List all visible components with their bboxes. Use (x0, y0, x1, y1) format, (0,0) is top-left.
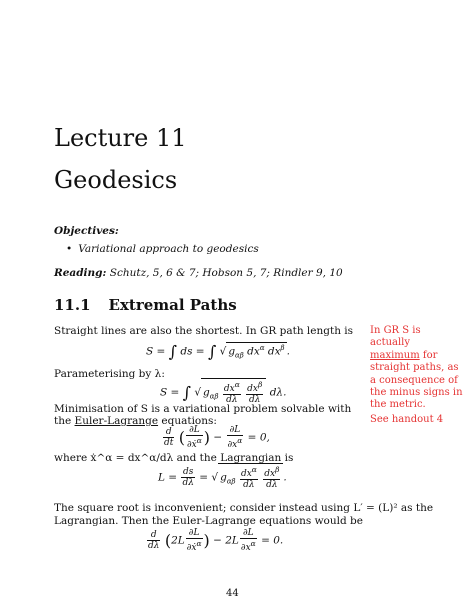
margin-note-line: the minus signs in (370, 387, 463, 399)
equation-lagrangian: L = $\frac{ds}{d\lambda}$ = √ $g_{\alpha\beta}$ $\frac{dx^\alpha}{d\lambda}$ $\frac{dx^\beta}{d\lambda}$ . (158, 465, 287, 490)
equation-parameterised: S = ∫ √ $g_{\alpha\beta}$ $\frac{dx^\alpha}{d\lambda}$ $\frac{dx^\beta}{d\lambda}$ dλ. (160, 380, 287, 405)
margin-note-line: In GR S is (370, 325, 421, 336)
section-title: Extremal Paths (108, 296, 237, 314)
margin-note-line: the metric. (370, 399, 426, 411)
paragraph-1: Straight lines are also the shortest. In GR path length is (54, 325, 354, 337)
section-number: 11.1 (54, 296, 91, 314)
page-number: 44 (226, 588, 239, 599)
objectives-heading: Objectives: (54, 225, 119, 237)
objective-item (66, 243, 259, 255)
section-heading (54, 296, 237, 314)
bullet-icon: • (66, 243, 73, 255)
reading-label: Reading: (54, 267, 107, 279)
margin-note-line: maximum for (370, 349, 438, 361)
equation-squared-lagrangian: $\frac{d}{d\lambda}$ (2L $\frac{\partial L}{\partial ẋ^\alpha}$ ) − 2L $\frac{\partial L}{\partial x^\alpha}$ = 0. (148, 528, 284, 553)
chapter-title: Geodesics (54, 166, 178, 194)
equation-path-length: S = ∫ ds = ∫ √ $g_{\alpha\beta}$ $dx^\alpha$ $dx^\beta$ . (146, 342, 290, 361)
paragraph-3 (54, 403, 364, 427)
paragraph-5-line-1: The square root is inconvenient; consider instead using L′ = (L)² as the (54, 502, 434, 514)
paragraph-3-end: equations: (161, 415, 217, 427)
paragraph-2: Parameterising by λ: (54, 368, 165, 380)
margin-note-line: a consequence of (370, 374, 458, 386)
reading-text: Schutz, 5, 6 & 7; Hobson 5, 7; Rindler 9, 10 (109, 267, 343, 279)
paragraph-5-line-2: Lagrangian. Then the Euler-Lagrange equations would be (54, 515, 363, 527)
margin-note-maximum (370, 325, 470, 412)
paragraph-4: where ẋ^α = dx^α/dλ and the Lagrangian is (54, 452, 294, 464)
margin-note-line: straight paths, as (370, 362, 459, 374)
margin-note-line: actually (370, 337, 411, 349)
maximum-link: maximum (370, 349, 420, 361)
paragraph-3-start: Minimisation of S is a variational problem solvable with the (54, 403, 352, 427)
margin-note-handout: See handout 4 (370, 414, 444, 425)
objective-text: Variational approach to geodesics (78, 243, 259, 255)
equation-euler-lagrange: $\frac{d}{dt}$ ( $\frac{\partial L}{\partial ẋ^\alpha}$ ) − $\frac{\partial L}{\partial x^\alpha}$ = 0, (164, 425, 270, 450)
lecture-title: Lecture 11 (54, 124, 187, 152)
euler-lagrange-link: Euler-Lagrange (74, 415, 159, 427)
reading-line (54, 267, 343, 279)
